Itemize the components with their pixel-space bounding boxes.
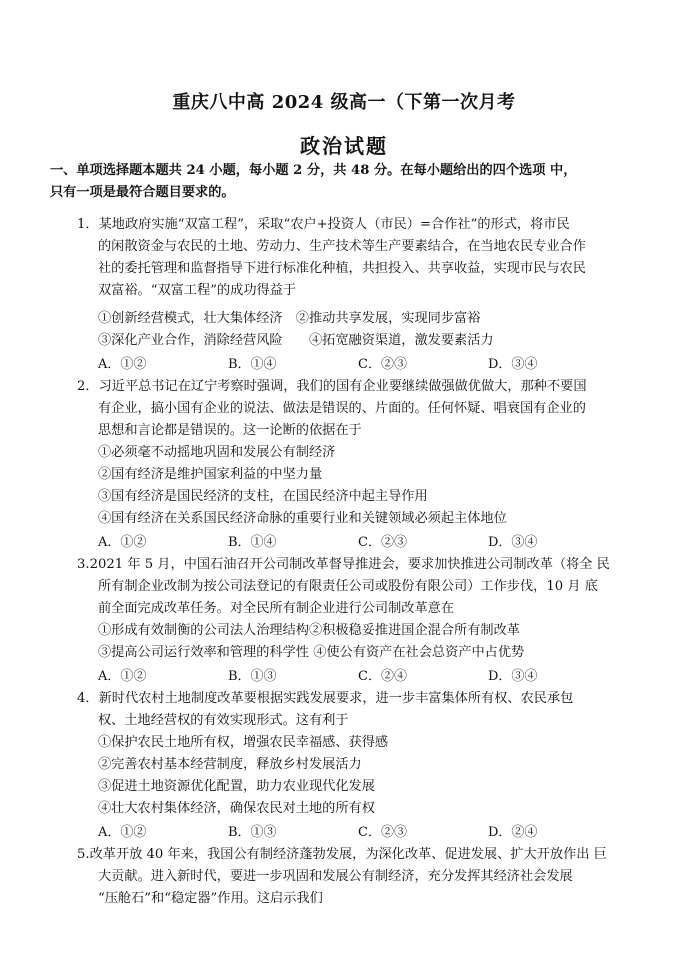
choice-b[interactable]: B．①③ bbox=[228, 669, 277, 684]
exam-subtitle: 政治试题 bbox=[300, 134, 388, 158]
choice-a[interactable]: A．①② bbox=[98, 535, 147, 550]
question-5-stem-line: 大贡献。进入新时代，要进一步巩固和发展公有制经济，充分发挥其经济社会发展 bbox=[98, 869, 573, 884]
question-4-option-line: ④壮大农村集体经济，确保农民对土地的所有权 bbox=[98, 801, 375, 816]
choice-c[interactable]: C．②③ bbox=[358, 825, 407, 840]
question-1-stem-line: 的闲散资金与农民的土地、劳动力、生产技术等生产要素结合，在当地农民专业合作 bbox=[98, 239, 586, 254]
question-4-stem-line: 4．新时代农村土地制度改革要根据实践发展要求，进一步丰富集体所有权、农民承包 bbox=[77, 691, 574, 706]
question-2-option-line: ③国有经济是国民经济的支柱，在国民经济中起主导作用 bbox=[98, 489, 428, 504]
choice-a[interactable]: A．①② bbox=[98, 357, 147, 372]
question-1-stem-line: 双富裕。“双富工程”的成功得益于 bbox=[98, 283, 297, 298]
choice-d[interactable]: D．②④ bbox=[488, 825, 538, 840]
question-2-option-line: ①必须毫不动摇地巩固和发展公有制经济 bbox=[98, 445, 336, 460]
question-4-stem-line: 权、土地经营权的有效实现形式。这有利于 bbox=[98, 713, 349, 728]
section-instruction-line-1: 一、单项选择题本题共 24 小题，每小题 2 分，共 48 分。在每小题给出的四个选项 中， bbox=[50, 163, 577, 178]
question-4-choices bbox=[98, 821, 658, 841]
question-1-stem-line: 1．某地政府实施“双富工程”，采取“农户+投资人（市民）=合作社”的形式，将市民 bbox=[77, 217, 570, 232]
exam-title: 重庆八中高 2024 级高一（下第一次月考 bbox=[172, 92, 516, 113]
question-1-option-line: ③深化产业合作，消除经营风险 ④拓宽融资渠道，激发要素活力 bbox=[98, 333, 494, 348]
question-4-option-line: ③促进土地资源优化配置，助力农业现代化发展 bbox=[98, 779, 375, 794]
question-3-stem-line: 3.2021 年 5 月，中国石油召开公司制改革督导推进会，要求加快推进公司制改革（将全 民 bbox=[77, 557, 610, 572]
choice-d[interactable]: D．③④ bbox=[488, 669, 538, 684]
choice-c[interactable]: C．②③ bbox=[358, 535, 407, 550]
question-4-option-line: ②完善农村基本经营制度，释放乡村发展活力 bbox=[98, 757, 362, 772]
choice-b[interactable]: B．①④ bbox=[228, 535, 277, 550]
choice-a[interactable]: A．①② bbox=[98, 669, 147, 684]
choice-d[interactable]: D．③④ bbox=[488, 535, 538, 550]
choice-b[interactable]: B．①④ bbox=[228, 357, 277, 372]
question-5-stem-line: “压舱石”和“稳定器”作用。这启示我们 bbox=[98, 891, 323, 906]
question-3-choices bbox=[98, 665, 658, 685]
question-3-option-line: ③提高公司运行效率和管理的科学性 ④使公有资产在社会总资产中占优势 bbox=[98, 645, 525, 660]
choice-c[interactable]: C．②④ bbox=[358, 669, 407, 684]
question-2-stem-line: 2．习近平总书记在辽宁考察时强调，我们的国有企业要继续做强做优做大，那种不要国 bbox=[77, 379, 587, 394]
question-3-stem-line: 前全面完成改革任务。对全民所有制企业进行公司制改革意在 bbox=[98, 601, 455, 616]
question-2-choices bbox=[98, 531, 658, 551]
choice-a[interactable]: A．①② bbox=[98, 825, 147, 840]
choice-c[interactable]: C．②③ bbox=[358, 357, 407, 372]
question-3-stem-line: 所有制企业改制为按公司法登记的有限责任公司或股份有限公司）工作步伐，10 月 底 bbox=[98, 579, 598, 594]
choice-b[interactable]: B．①③ bbox=[228, 825, 277, 840]
question-2-stem-line: 思想和言论都是错误的。这一论断的依据在于 bbox=[98, 423, 362, 438]
choice-d[interactable]: D．③④ bbox=[488, 357, 538, 372]
question-1-choices bbox=[98, 353, 658, 373]
question-2-option-line: ②国有经济是维护国家利益的中坚力量 bbox=[98, 467, 323, 482]
question-1-stem-line: 社的委托管理和监督指导下进行标准化种植，共担投入、共享收益，实现市民与农民 bbox=[98, 261, 586, 276]
question-2-option-line: ④国有经济在关系国民经济命脉的重要行业和关键领域必须起主体地位 bbox=[98, 511, 507, 526]
question-2-stem-line: 有企业，搞小国有企业的说法、做法是错误的、片面的。任何怀疑、唱衰国有企业的 bbox=[98, 401, 586, 416]
question-4-option-line: ①保护农民土地所有权，增强农民幸福感、获得感 bbox=[98, 735, 389, 750]
section-instruction-line-2: 只有一项是最符合题目要求的。 bbox=[50, 185, 235, 200]
question-3-option-line: ①形成有效制衡的公司法人治理结构②积极稳妥推进国企混合所有制改革 bbox=[98, 623, 520, 638]
question-1-option-line: ①创新经营模式，壮大集体经济 ②推动共享发展，实现同步富裕 bbox=[98, 311, 481, 326]
question-5-stem-line: 5.改革开放 40 年来，我国公有制经济蓬勃发展，为深化改革、促进发展、扩大开放作出 巨 bbox=[77, 847, 607, 862]
